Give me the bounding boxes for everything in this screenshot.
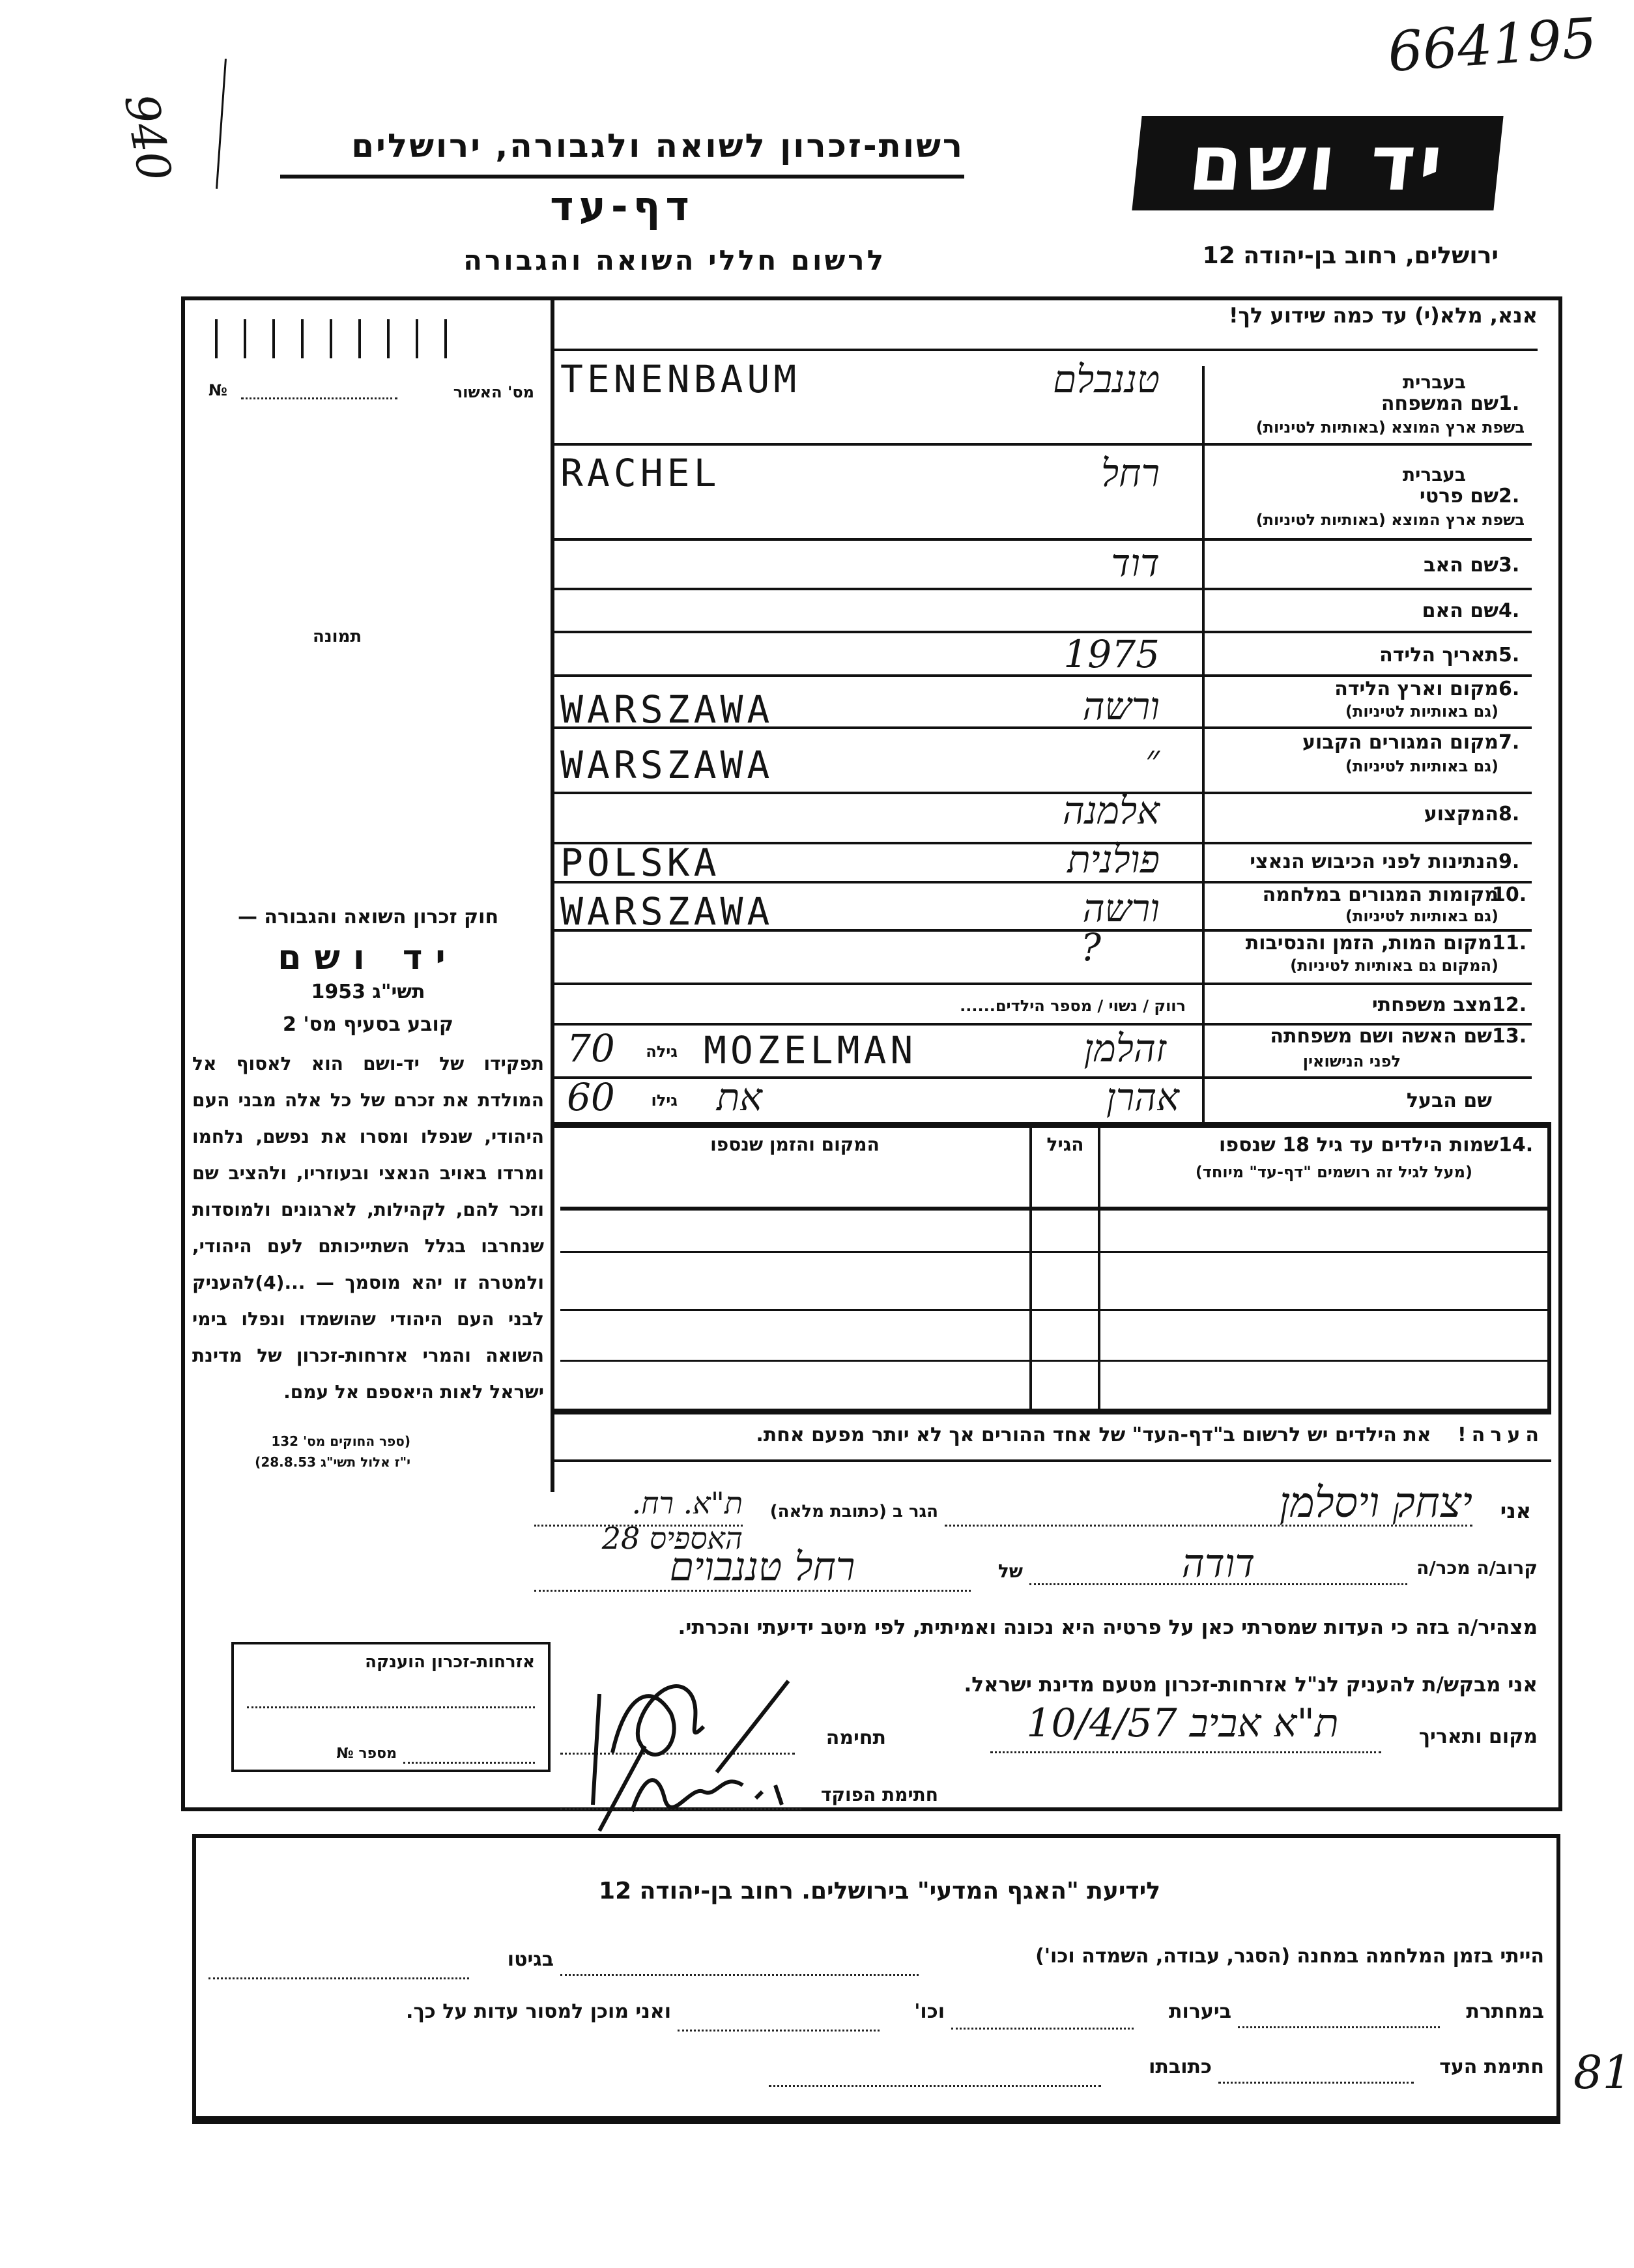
law-name: יד ושם: [278, 938, 459, 977]
field-3-label: שם האב: [1424, 554, 1498, 577]
children-table-bottom: [554, 1409, 1551, 1414]
field-7-value-latin[interactable]: WARSZAWA: [560, 743, 774, 787]
instruction-text: אנא, מלא(י) עד כמה שידוע לך!: [1228, 303, 1538, 328]
citizenship-box-number: מספר №: [336, 1745, 397, 1762]
field-1-label: שם המשפחה: [1381, 392, 1498, 415]
field-6-value-latin[interactable]: WARSZAWA: [560, 687, 774, 732]
field-6-num: 6.: [1498, 678, 1520, 700]
place-date-label: מקום ותאריך: [1418, 1725, 1538, 1748]
resides-label: הגר ב (כתובת מלאה): [769, 1502, 938, 1521]
field-9-num: 9.: [1498, 850, 1520, 873]
husband-age-label: גילו: [651, 1091, 678, 1110]
children-table-right-border: [1547, 1125, 1551, 1412]
forests-answer-line[interactable]: [951, 2028, 1134, 2030]
witness-signature-label: חתימת העד: [1439, 2056, 1544, 2078]
declaration-statement: מצהיר/ה בזה כי העדות שמסרתי כאן על פרטיה היא נכונה ואמיתית, לפי מיטב ידיעתי והכרתי.: [678, 1616, 1538, 1639]
children-place-header: המקום והזמן שנספו: [710, 1134, 880, 1155]
camp-question: הייתי בזמן המלחמה במחנה (הסגר, עבודה, השמדה וכו'): [1035, 1945, 1544, 1968]
field-8-num: 8.: [1498, 803, 1520, 825]
husband-age-value[interactable]: 60: [567, 1075, 615, 1119]
law-year: תשי"ג 1953: [311, 981, 425, 1003]
underground-label: במחתרת: [1466, 2000, 1544, 2023]
field-4-label: שם האם: [1422, 599, 1498, 622]
field-4-num: 4.: [1498, 599, 1520, 622]
relation-label: קרוב/ה מכר/ה: [1416, 1557, 1538, 1579]
children-table-row[interactable]: [560, 1360, 1547, 1362]
field-12-num: 12.: [1492, 994, 1527, 1016]
field-7-num: 7.: [1498, 731, 1520, 754]
field-2-note: בשפת ארץ המוצא (באותיות לטיניות): [1255, 511, 1525, 529]
field-11-value[interactable]: ?: [1080, 925, 1101, 969]
husband-name-label: שם הבעל: [1406, 1089, 1492, 1112]
children-header-note: (מעל לגיל זה רושמים "דף-עד" מיוחד): [1195, 1163, 1472, 1181]
field-1-num: 1.: [1498, 392, 1520, 415]
wife-age-value[interactable]: 70: [567, 1026, 615, 1070]
etc-label: וכו': [914, 2000, 945, 2023]
field-9-value-latin[interactable]: POLSKA: [560, 840, 721, 885]
witness-address-label: כתובתו: [1149, 2056, 1212, 2078]
margin-number: 81: [1573, 2046, 1632, 2099]
field-1-hebrew-tag: בעברית: [1402, 371, 1466, 393]
row-line: [554, 983, 1532, 985]
place-date-value[interactable]: ת"א אביב 10/4/57: [1026, 1701, 1339, 1746]
field-13-num: 13.: [1492, 1025, 1527, 1048]
children-col-divider: [1029, 1125, 1032, 1412]
children-table-row[interactable]: [560, 1251, 1547, 1253]
field-2-value-latin[interactable]: RACHEL: [560, 451, 721, 495]
witness-address-line[interactable]: [769, 2085, 1101, 2087]
children-table-row[interactable]: [560, 1309, 1547, 1311]
official-signature: [586, 1733, 808, 1837]
logo-text: יד ושם: [1184, 118, 1451, 208]
field-8-label: המקצוע: [1424, 803, 1498, 825]
children-age-header: הגיל: [1046, 1134, 1084, 1155]
field-1-value-hebrew[interactable]: טננבלם: [1052, 357, 1160, 401]
photo-label: תמונה: [313, 627, 362, 646]
field-8-value[interactable]: אלמנה: [1062, 788, 1160, 833]
witness-address[interactable]: ת"א. רח. האספיס 28: [601, 1486, 743, 1556]
field-2-label: שם פרטי: [1419, 485, 1498, 508]
field-9-value-hebrew[interactable]: פולנית: [1067, 837, 1160, 882]
field-1-note: בשפת ארץ המוצא (באותיות לטיניות): [1255, 418, 1525, 437]
field-6-label: מקום וארץ הלידה: [1334, 678, 1498, 700]
field-10-note: (גם באותיות לטיניות): [1345, 907, 1498, 925]
field-2-num: 2.: [1498, 485, 1520, 508]
forests-label: ביערות: [1169, 2000, 1231, 2023]
signature-label: תחימה: [825, 1727, 886, 1749]
left-column-divider: [551, 296, 554, 1492]
citizenship-box-title: אזרחות-זכרון הוענקה: [365, 1652, 535, 1672]
header-address: ירושלים, רחוב בן-יהודה 12: [1202, 242, 1498, 269]
of-label: של: [997, 1560, 1023, 1582]
field-3-value-hebrew[interactable]: דוד: [1111, 541, 1160, 585]
wife-maiden-name-latin[interactable]: MOZELMAN: [704, 1028, 917, 1072]
approval-no-label: מס' האשור: [453, 383, 534, 401]
label-column-divider: [1202, 366, 1205, 1125]
field-10-label: מקומות המגורים במלחמה: [1262, 883, 1498, 906]
witness-name[interactable]: יצחק ויסלמן: [1279, 1479, 1472, 1527]
field-11-note: (המקום גם באותיות לטיניות): [1290, 956, 1498, 975]
field-5-num: 5.: [1498, 644, 1520, 667]
handwritten-side-number: 940: [113, 90, 182, 185]
field-1-value-latin[interactable]: TENENBAUM: [560, 357, 801, 401]
underground-answer-line[interactable]: [1238, 2026, 1440, 2028]
instruction-underline: [554, 349, 1538, 351]
children-num: 14.: [1498, 1134, 1534, 1156]
wife-age-label: גילה: [646, 1042, 678, 1061]
form-subtitle: לרשום חללי השואה והגבורה: [463, 244, 886, 276]
testimony-offer: ואני מוכן למסור עדות על כך.: [406, 2000, 671, 2023]
ghetto-label: בגיטו: [507, 1948, 554, 1971]
marital-status-options: רווק / נשוי / מספר הילדים......: [960, 997, 1186, 1015]
field-2-hebrew-tag: בעברית: [1402, 464, 1466, 485]
note-underline: [554, 1459, 1551, 1462]
children-names-header: שמות הילדים עד גיל 18 שנספו: [1219, 1134, 1498, 1156]
field-7-value-hebrew[interactable]: ״: [1145, 736, 1160, 781]
row-line: [554, 443, 1532, 446]
children-table-row[interactable]: [560, 1207, 1547, 1211]
ghetto-answer-line[interactable]: [208, 1977, 469, 1979]
field-2-value-hebrew[interactable]: רחל: [1101, 451, 1160, 495]
citizenship-granted-box: [231, 1642, 551, 1772]
law-ref-1: (ספר החוקים מס' 132: [271, 1433, 410, 1449]
place-date-line: [990, 1751, 1381, 1753]
field-13-note: לפני הנישואין: [1302, 1052, 1401, 1070]
field-13-label: שם האשה ושם משפחתה: [1270, 1025, 1492, 1048]
field-9-label: הנתינות לפני הכיבוש הנאצי: [1250, 850, 1498, 873]
yad-vashem-logo: [1132, 116, 1503, 210]
no-sign: №: [208, 381, 227, 399]
field-10-value-latin[interactable]: WARSZAWA: [560, 889, 774, 934]
handwritten-archive-number: 664195: [1385, 5, 1599, 85]
field-5-label: תאריך הלידה: [1379, 644, 1498, 667]
note-label: הערה!: [1457, 1424, 1544, 1446]
husband-name-value[interactable]: אהרן: [1106, 1075, 1179, 1119]
children-col-divider: [1098, 1125, 1100, 1412]
form-title: דף-עד: [550, 182, 695, 230]
margin-pen-stroke: [216, 59, 227, 189]
wife-maiden-name-hebrew[interactable]: זהלמן: [1083, 1026, 1166, 1070]
field-6-note: (גם באותיות לטיניות): [1345, 702, 1498, 721]
row-line-thick: [554, 1122, 1551, 1128]
scientific-dept-title: לידיעת "האגף המדעי" בירושלים. רחוב בן-יהודה 12: [599, 1878, 1160, 1904]
field-12-label: מצב משפחתי: [1371, 994, 1492, 1016]
field-5-value[interactable]: 1975: [1063, 632, 1160, 676]
field-10-value-hebrew[interactable]: ורשה: [1082, 886, 1160, 930]
etc-answer-line[interactable]: [678, 2030, 880, 2031]
note-text: את הילדים יש לרשום ב"דף-העד" של אחד ההורים אך לא יותר מפעם אחת.: [756, 1424, 1431, 1446]
field-7-note: (גם באותיות לטיניות): [1345, 757, 1498, 775]
camp-answer-line[interactable]: [560, 1974, 919, 1976]
relation-value[interactable]: דודה: [1181, 1541, 1255, 1586]
law-clause: קובע בסעיף מס' 2: [283, 1013, 453, 1036]
field-11-label: מקום המות, הזמן והנסיבות: [1245, 932, 1492, 955]
law-title: חוק זכרון השואה והגבורה —: [237, 906, 499, 928]
citizenship-request: אני מבקש/ת להעניק לנ"ל אזרחות-זכרון מטעם מדינת ישראל.: [964, 1673, 1538, 1697]
authority-underline: [280, 175, 964, 179]
row-line: [554, 588, 1532, 590]
photo-ticks: [215, 319, 541, 358]
field-6-value-hebrew[interactable]: ורשה: [1082, 684, 1160, 728]
field-11-num: 11.: [1492, 932, 1527, 955]
witness-signature-line[interactable]: [1218, 2082, 1414, 2084]
declaration-i-label: אני: [1500, 1499, 1531, 1523]
law-ref-2: י"ז אלול תשי"ג 28.8.53): [255, 1454, 410, 1470]
approval-no-field[interactable]: [241, 397, 397, 399]
official-signature-label: חתימת הפוקד: [820, 1784, 938, 1805]
victim-name[interactable]: רחל טננבוים: [669, 1544, 855, 1590]
authority-name: רשות-זכרון לשואה ולגבורה, ירושלים: [351, 127, 964, 165]
field-10-num: 10.: [1492, 883, 1527, 906]
victim-name-line: [534, 1590, 971, 1592]
children-note: [567, 1424, 1544, 1446]
husband-prefix: את: [716, 1075, 762, 1119]
law-text: תפקידו של יד-ושם הוא לאסוף אל המולדת את זכרם של כל אלה מבני העם היהודי, שנפלו ומסרו את נפשם, נלחמו ומרדו באויב הנאצי ובעוזריו, ולהציב שם וזכר להם, לקהילות, לארגונים ולמוסדות שנחרבו בגלל השתייכותם לעם היהודי, ולמטרה זו יהא מוסמך — ...(4)להעניק לבני העם היהודי שהושמדו ונפלו בימי השואה והמרי אזרחות-זכרון של מדינת ישראל לאות היאספם אל עמם.: [192, 1053, 544, 1403]
field-3-num: 3.: [1498, 554, 1520, 577]
field-7-label: מקום המגורים הקבוע: [1302, 731, 1498, 754]
